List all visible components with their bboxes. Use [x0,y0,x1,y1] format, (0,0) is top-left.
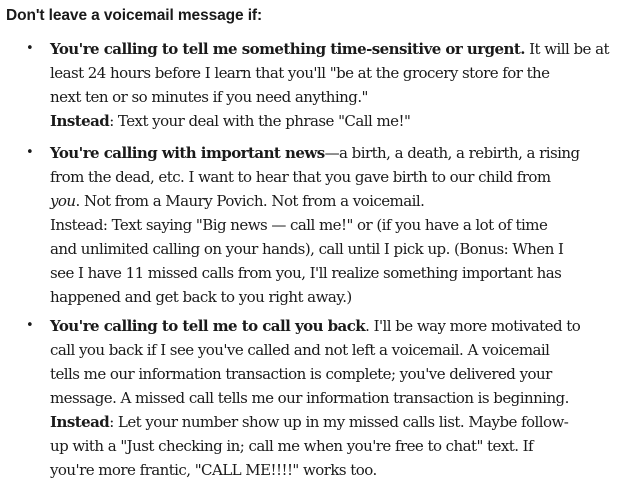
item-line: tells me our information transaction is complete; you've delivered your [50,365,552,383]
item-line: happened and get back to you right away.) [50,288,352,306]
item-line: from the dead, etc. I want to hear that you gave birth to our child from [50,168,551,186]
bullet-icon: • [26,318,34,333]
item-emphasis: you [50,192,76,210]
item-lead: You're calling to tell me something time-sensitive or urgent. [50,40,525,58]
item-text: . Not from a Maury Povich. Not from a voicemail. [75,192,425,210]
item-line: see I have 11 missed calls from you, I'll realize something important has [50,264,562,282]
item-line: up with a "Just checking in; call me when you're free to chat" text. If [50,437,534,455]
item-line: next ten or so minutes if you need anything." [50,88,368,106]
item-text: : Let your number show up in my missed calls list. Maybe follow- [109,413,569,431]
item-line [50,410,640,434]
list-item [26,141,640,309]
list-item [26,37,640,133]
page-heading: Don't leave a voicemail message if: [6,7,263,24]
item-line: Instead: Text saying "Big news — call me!" or (if you have a lot of time [50,216,548,234]
list-item [26,314,640,482]
item-line [50,109,640,133]
item-line: message. A missed call tells me our information transaction is beginning. [50,389,569,407]
item-text: . I'll be way more motivated to [365,317,581,335]
item-line [50,189,640,213]
item-text: It will be at [524,40,609,58]
instead-label: Instead [50,112,110,130]
item-line [50,141,640,165]
item-text: —a birth, a death, a rebirth, a rising [324,144,580,162]
bullet-icon: • [26,41,34,56]
bullet-icon: • [26,145,34,160]
item-line: you're more frantic, "CALL ME!!!!" works too. [50,461,377,479]
item-text: : Text your deal with the phrase "Call me!" [109,112,411,130]
instead-label: Instead [50,413,110,431]
item-line: least 24 hours before I learn that you'll "be at the grocery store for the [50,64,550,82]
item-lead: You're calling with important news [50,144,325,162]
item-line: call you back if I see you've called and not left a voicemail. A voicemail [50,341,550,359]
item-line [50,314,640,338]
item-lead: You're calling to tell me to call you back [50,317,366,335]
item-line: and unlimited calling on your hands), call until I pick up. (Bonus: When I [50,240,564,258]
item-line [50,37,640,61]
